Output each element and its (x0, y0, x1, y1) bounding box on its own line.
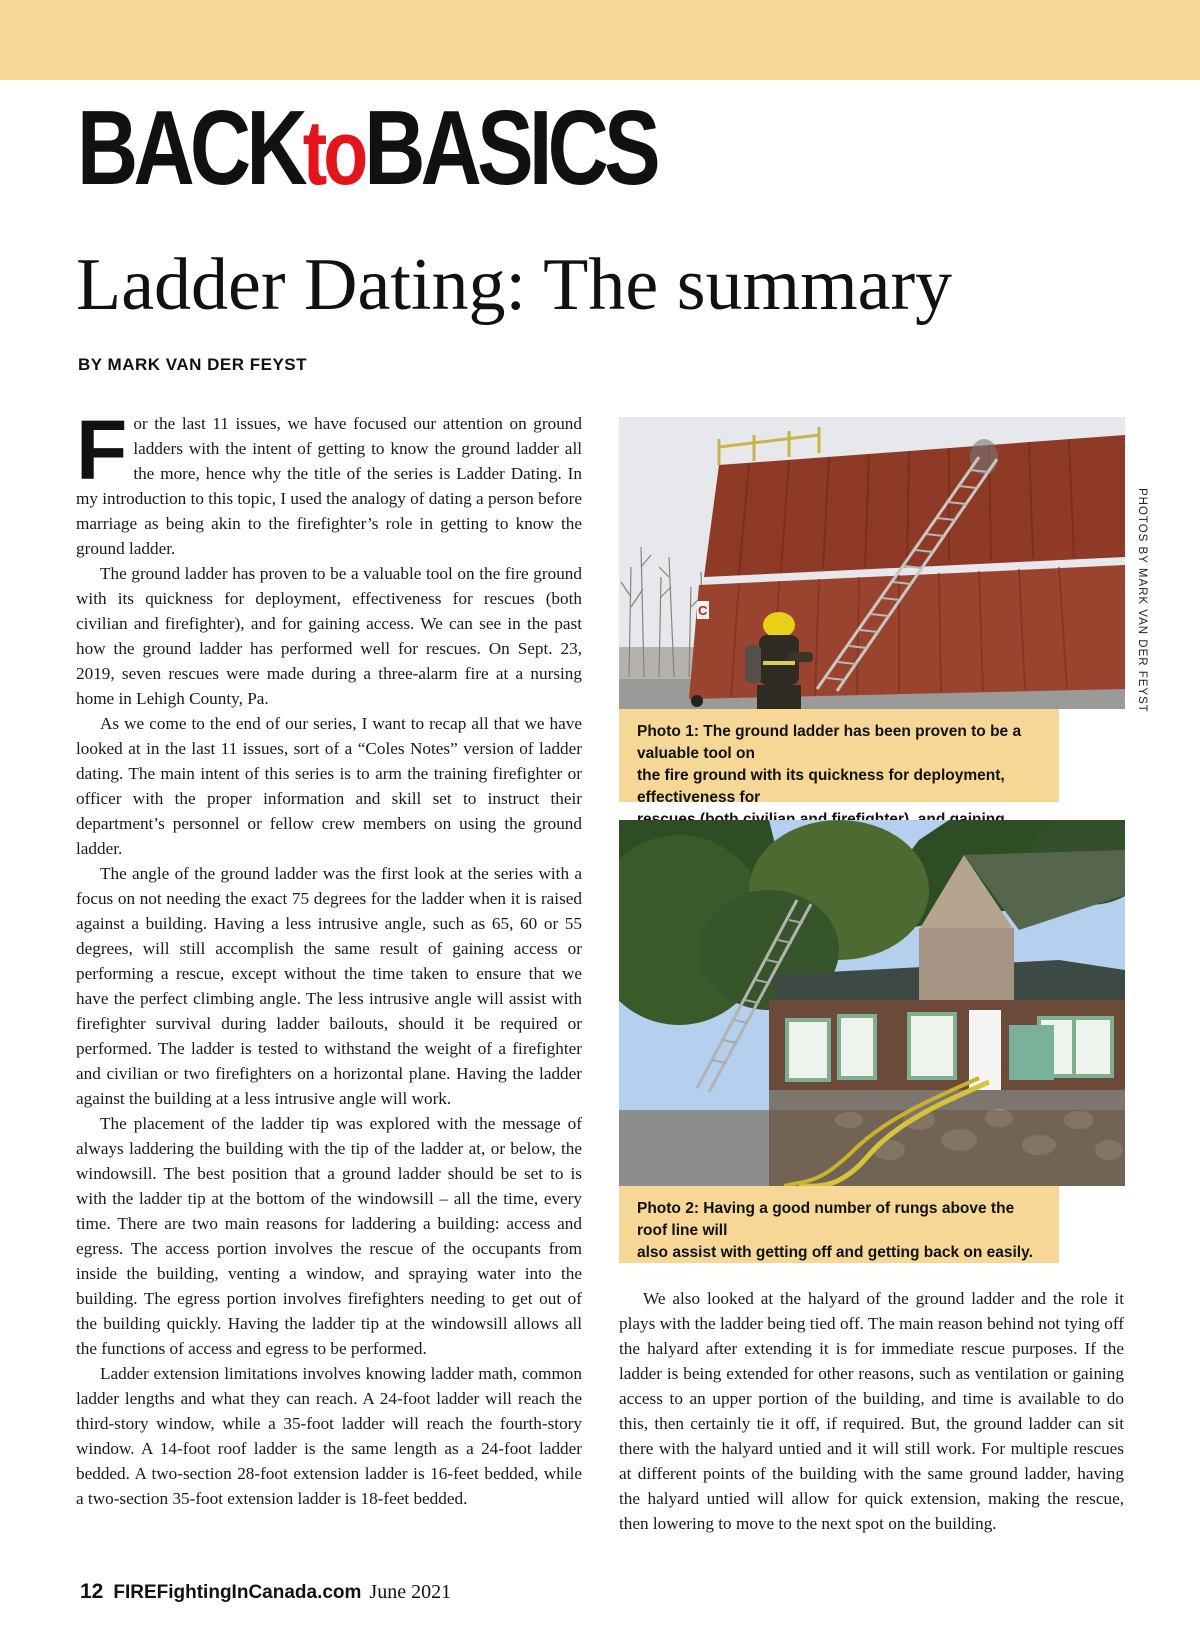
page-footer (80, 1580, 451, 1604)
drop-cap: F (76, 403, 128, 497)
kicker-to: to (302, 102, 365, 204)
article-paragraph: As we come to the end of our series, I want to recap all that we have looked at in the last 11 issues, sort of a “Coles Notes” version of ladder dating. The main intent of this series is to arm the training firefighter or officer with the proper information and skill set to instruct their department’s personnel or fellow crew members on using the ground ladder. (76, 714, 582, 858)
photo-1-caption (619, 709, 1059, 806)
caption-line: also assist with getting off and getting back on easily. (637, 1244, 1033, 1261)
caption-line: the fire ground with its quickness for deployment, effectiveness for (637, 767, 1005, 806)
article-title: Ladder Dating: The summary (76, 244, 953, 326)
photo-2-image (619, 820, 1125, 1186)
article-column-left (76, 403, 582, 1511)
photo-1-image (619, 417, 1125, 709)
byline: BY MARK VAN DER FEYST (78, 355, 308, 374)
article-paragraph: The angle of the ground ladder was the first look at the series with a focus on not needing the exact 75 degrees for the ladder when it is raised against a building. Having a less intrusive angle, such as 65, 60 or 55 degrees, will still accomplish the same result of gaining access or performing a rescue, except without the time taken to ensure that we have the perfect climbing angle. The less intrusive angle will assist with firefighter survival during ladder bailouts, should it be required or performed. The ladder is tested to withstand the weight of a firefighter and civilian or two firefighters on a horizontal plane. Having the ladder against the building at a less intrusive angle will work. (76, 864, 582, 1108)
paragraph-text: or the last 11 issues, we have focused our attention on ground ladders with the intent of getting to know the ground ladder all the more, hence why the title of the series is Ladder Dating. In my introduction to this topic, I used the analogy of dating a person before marriage as being akin to the firefighter’s role in getting to know the ground ladder. (76, 414, 582, 558)
article-paragraph: The placement of the ladder tip was explored with the message of always laddering the building with the tip of the ladder at, or below, the windowsill. The best position that a ground ladder should be set to is with the ladder tip at the bottom of the windowsill – all the time, every time. There are two main reasons for laddering a building: access and egress. The access portion involves the rescue of the occupants from inside the building, venting a window, and spraying water into the building. The egress portion involves firefighters needing to get out of the building quickly. Having the ladder tip at the windowsill allows all the functions of access and egress to be performed. (76, 1114, 582, 1358)
publication-site: FIREFightingInCanada.com (113, 1582, 362, 1603)
article-paragraph: The ground ladder has proven to be a valuable tool on the fire ground with its quickness for deployment, effectiveness for rescues (both civilian and firefighter), and for gaining access. We can see in the past how the ground ladder has performed well for rescues. On Sept. 23, 2019, seven rescues were made during a three-alarm fire at a nursing home in Lehigh County, Pa. (76, 564, 582, 708)
article-paragraph: We also looked at the halyard of the ground ladder and the role it plays with the ladder being tied off. The main reason behind not tying off the halyard after extending it is for immediate rescue purposes. If the ladder is being extended for other reasons, such as ventilation or gaining access to an upper portion of the building, and time is available to do this, then certainly tie it off, if required. But, the ground ladder can sit there with the halyard untied and it will still work. For multiple rescues at different points of the building with the same ground ladder, having the halyard untied will allow for quick extension, making the rescue, then lowering to move to the next spot on the building. (619, 1289, 1124, 1533)
caption-line: Photo 2: Having a good number of rungs above the roof line will (637, 1200, 1015, 1239)
article-paragraph (76, 403, 582, 561)
issue-date: June 2021 (369, 1581, 452, 1603)
article-column-right (619, 1286, 1124, 1536)
photo-1-ladder-containers (619, 417, 1125, 709)
photo-2-cottage-ladder (619, 820, 1125, 1186)
photo-credit: PHOTOS BY MARK VAN DER FEYST (1136, 488, 1148, 713)
caption-line: Photo 1: The ground ladder has been proven to be a valuable tool on (637, 723, 1022, 762)
top-color-band (0, 0, 1200, 80)
article-paragraph: Ladder extension limitations involves knowing ladder math, common ladder lengths and what they can reach. A 24-foot ladder will reach the third-story window, while a 35-foot ladder will reach the fourth-story window. A 14-foot roof ladder is the same length as a 24-foot ladder bedded. A two-section 28-foot extension ladder is 16-feet bedded, while a two-section 35-foot extension ladder is 18-feet bedded. (76, 1364, 582, 1508)
kicker-back: BACK (77, 89, 303, 207)
container-letter: C (698, 603, 708, 618)
page-number: 12 (80, 1580, 104, 1603)
photo-2-caption (619, 1186, 1059, 1263)
section-kicker (77, 88, 656, 213)
kicker-basics: BASICS (364, 89, 656, 207)
